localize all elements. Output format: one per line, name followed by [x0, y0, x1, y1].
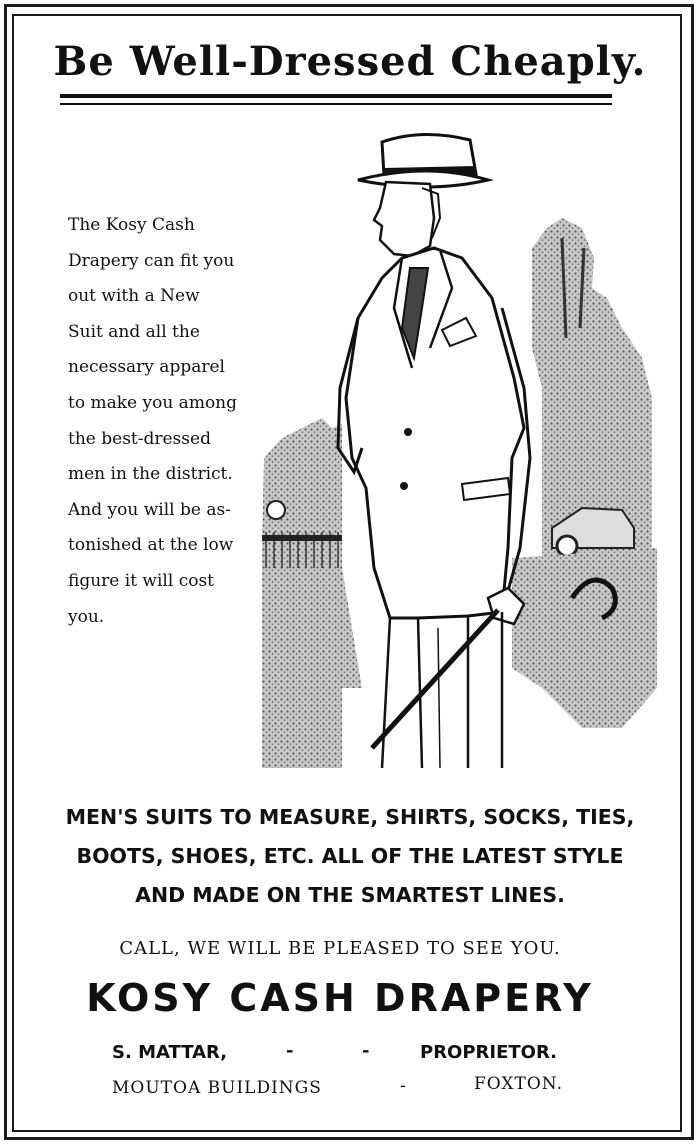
- offer-line: MEN'S SUITS TO MEASURE, SHIRTS, SOCKS, TIES,: [65, 805, 635, 829]
- body-line: And you will be as-: [68, 499, 231, 520]
- body-line: Drapery can fit you: [68, 250, 235, 271]
- body-line: you.: [68, 606, 105, 627]
- address-building: MOUTOA BUILDINGS: [112, 1078, 322, 1098]
- business-name: KOSY CASH DRAPERY: [86, 976, 594, 1020]
- body-line: Suit and all the: [68, 321, 200, 342]
- headline: Be Well-Dressed Cheaply.: [53, 38, 647, 85]
- body-copy: [68, 208, 260, 635]
- body-line: the best-dressed: [68, 428, 211, 449]
- jacket: [346, 248, 524, 618]
- jacket-button: [400, 482, 408, 490]
- jacket-button: [404, 428, 412, 436]
- body-line: men in the district.: [68, 464, 233, 485]
- ground-left: [262, 568, 362, 688]
- offer-line: BOOTS, SHOES, ETC. ALL OF THE LATEST STYLE: [76, 844, 624, 868]
- ground-right: [512, 548, 657, 728]
- headline-rule-thick: [60, 94, 612, 98]
- face: [374, 182, 434, 256]
- address-town: FOXTON.: [474, 1074, 564, 1094]
- proprietor-dash: -: [286, 1040, 294, 1061]
- offer-line: AND MADE ON THE SMARTEST LINES.: [135, 883, 565, 907]
- proprietor-dash: -: [362, 1040, 370, 1061]
- headline-rule-thin: [60, 103, 612, 105]
- car-wheel: [557, 536, 577, 556]
- proprietor-title: PROPRIETOR.: [420, 1042, 558, 1063]
- body-line: figure it will cost: [68, 570, 215, 591]
- body-line: The Kosy Cash: [68, 215, 195, 235]
- trousers: [382, 612, 502, 768]
- body-line: to make you among: [68, 392, 238, 413]
- body-line: out with a New: [68, 286, 200, 307]
- lamp-globe-left: [267, 501, 285, 519]
- call-to-action: CALL, WE WILL BE PLEASED TO SEE YOU.: [119, 938, 561, 959]
- cane: [372, 610, 498, 748]
- body-line: necessary apparel: [68, 357, 225, 378]
- gentleman-illustration: [262, 128, 662, 768]
- address-dash: -: [400, 1076, 406, 1096]
- body-line: tonished at the low: [68, 535, 234, 556]
- proprietor-name: S. MATTAR,: [112, 1042, 228, 1063]
- offer-text: [40, 798, 660, 915]
